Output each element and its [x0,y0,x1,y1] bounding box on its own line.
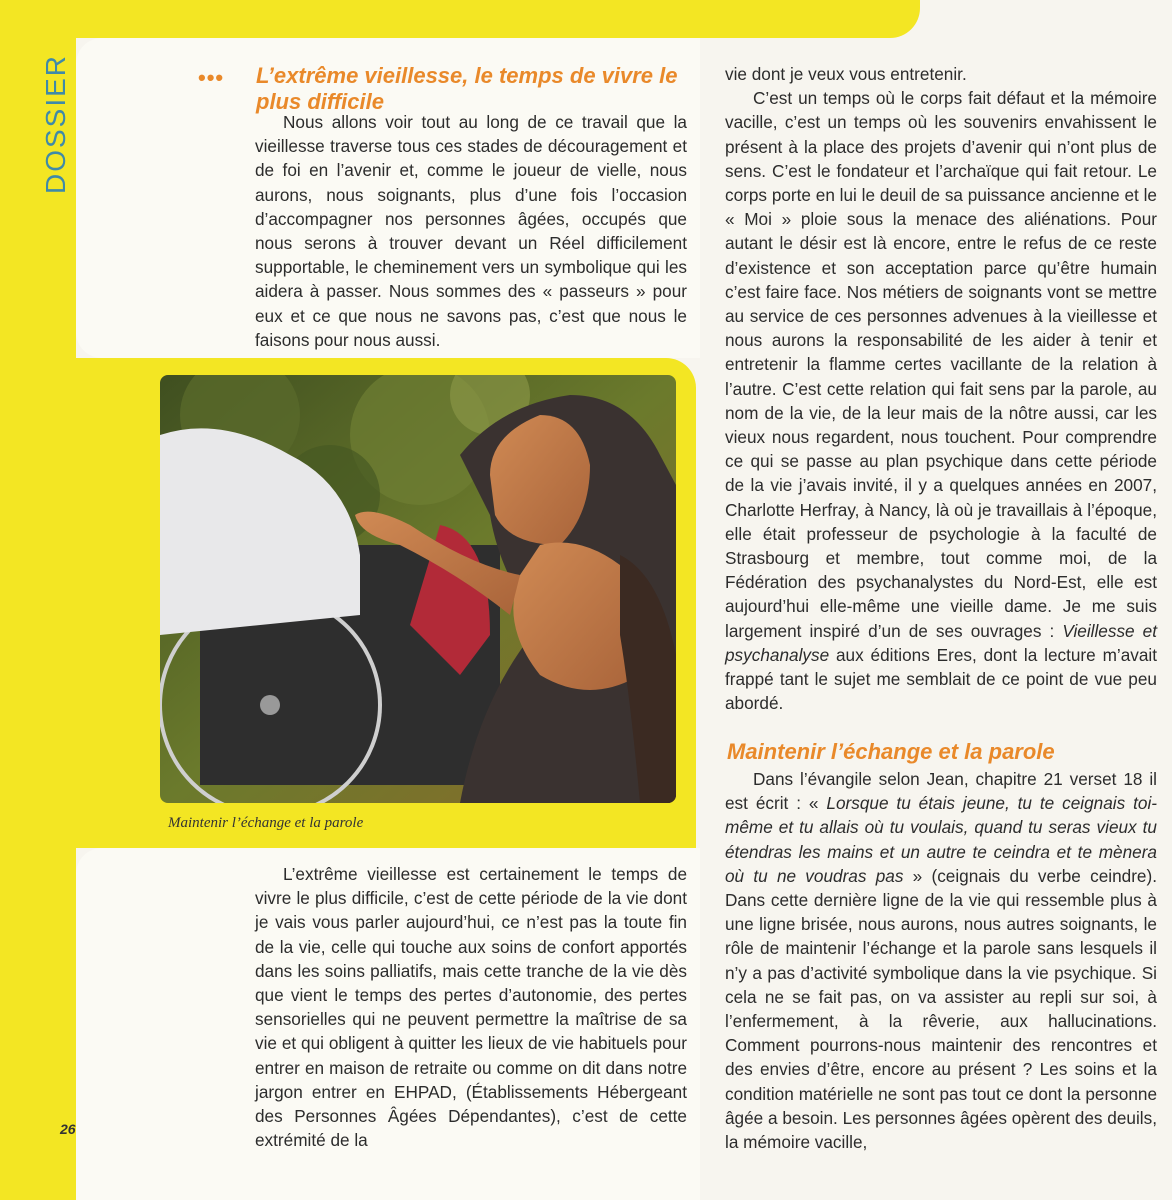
section-label: DOSSIER [40,53,71,194]
photo-wheelchair-scene [160,375,676,803]
article-photo [160,375,676,803]
photo-caption: Maintenir l’échange et la parole [168,815,364,831]
article-heading: L’extrême vieillesse, le temps de vivre le plus difficile [256,63,678,114]
bible-quote: Lorsque tu étais jeune, tu te ceignais toi-même et tu allais où tu voulais, quand tu seras vieux tu étendras les mains et un autre te ceindra et te mènera où tu ne voudras pas [725,793,1157,886]
paragraph-evangile: Dans l’évangile selon Jean, chapitre 21 verset 18 il est écrit : « Lorsque tu étais jeune, tu te ceignais toi-même et tu allais où tu voulais, quand tu seras vieux tu étendras les mains et un autre te ceindra et te mènera où tu ne voudras pas » (ceignais du verbe ceindre). Dans cette dernière ligne de la vie qui ressemble plus à une ligne brisée, nous aurons, nous autres soignants, le rôle de maintenir l’échange et la parole sans lesquels il n’y a pas d’activité symbolique dans la vie psychique. Si cela ne se fait pas, on va assister au repli sur soi, à l’enfermement, à la rêverie, aux hallucinations. Comment pourrons-nous maintenir des rencontres et des envies d’être, encore au présent ? Les soins et la condition matérielle ne sont pas tout ce dont la personne âgée a besoin. Les personnes âgées opèrent des deuils, la mémoire vacille, [725,769,1157,1153]
heading-bullets: ••• [198,65,225,90]
page-number: 26 [60,1121,76,1137]
paragraph-intro: Nous allons voir tout au long de ce travail que la vieillesse traverse tous ces stades de découragement et de foi en l’avenir et, comme le joueur de vielle, nous aurons, nous soignants, plus d’une fois l’occasion d’accompagner nos personnes âgées, occupés que nous serons à trouver devant un Réel difficilement supportable, le cheminement vers un symbolique qui les aidera à passer. Nous sommes des « passeurs » pour eux et ce que nous ne savons pas, c’est que nous le faisons pour nous aussi. [255,112,687,350]
section-heading: Maintenir l’échange et la parole [727,739,1055,764]
paragraph-extreme-vieillesse: L’extrême vieillesse est certainement le temps de vivre le plus difficile, c’est de cette période de la vie dont je vais vous parler aujourd’hui, ce n’est pas la toute fin de la vie, celle qui touche aux soins de confort apportés dans les soins palliatifs, mais cette tranche de la vie dès que vient le temps des pertes d’autonomie, des pertes sensorielles qui ne peuvent permettre la maîtrise de sa vie et qui obligent à quitter les lieux de vie habituels pour entrer en maison de retraite ou comme on dit dans notre jargon entrer en EHPAD, (Établissements Hébergeant des Personnes Âgées Dépendantes), c’est de cette extrémité de la [255,864,687,1151]
paragraph-right-column: vie dont je veux vous entretenir. C’est un temps où le corps fait défaut et la mémoire vacille, c’est un temps où les souvenirs envahissent le présent à la place des projets d’avenir qui n’ont plus de sens. C’est le fondateur et l’archaïque qui fait retour. Le corps porte en lui le deuil de sa puissance ancienne et le « Moi » ploie sous la menace des aliénations. Pour autant le désir est là encore, entre le refus de ce reste d’existence et son acceptation parce qu’être humain c’est faire face. Nos métiers de soignants vont se mettre au service de ces personnes advenues à la vieillesse et nous aurons la responsabilité de les aider à tenir et entretenir la flamme certes vacillante de la relation à l’autre. C’est cette relation qui fait sens par la parole, au nom de la vie, de la leur mais de la nôtre aussi, car les vieux nous regardent, nous touchent. Pour comprendre ce qui se passe au plan psychique dans cette période de la vie j’avais invité, il y a quelques années en 2007, Charlotte Herfray, à Nancy, là où je travaillais à l’époque, elle était professeur de psychologie à la faculté de Strasbourg et membre, tout comme moi, de la Fédération des psychanalystes du Nord-Est, elle est aujourd’hui elle-même une vieille dame. Je me suis largement inspiré d’un de ses ouvrages : Vieillesse et psychanalyse aux éditions Eres, dont la lecture m’avait frappé tant le sujet me semblait de ce point de vue peu abordé. [725,64,1158,714]
book-title: Vieillesse et psychanalyse [725,620,1157,665]
